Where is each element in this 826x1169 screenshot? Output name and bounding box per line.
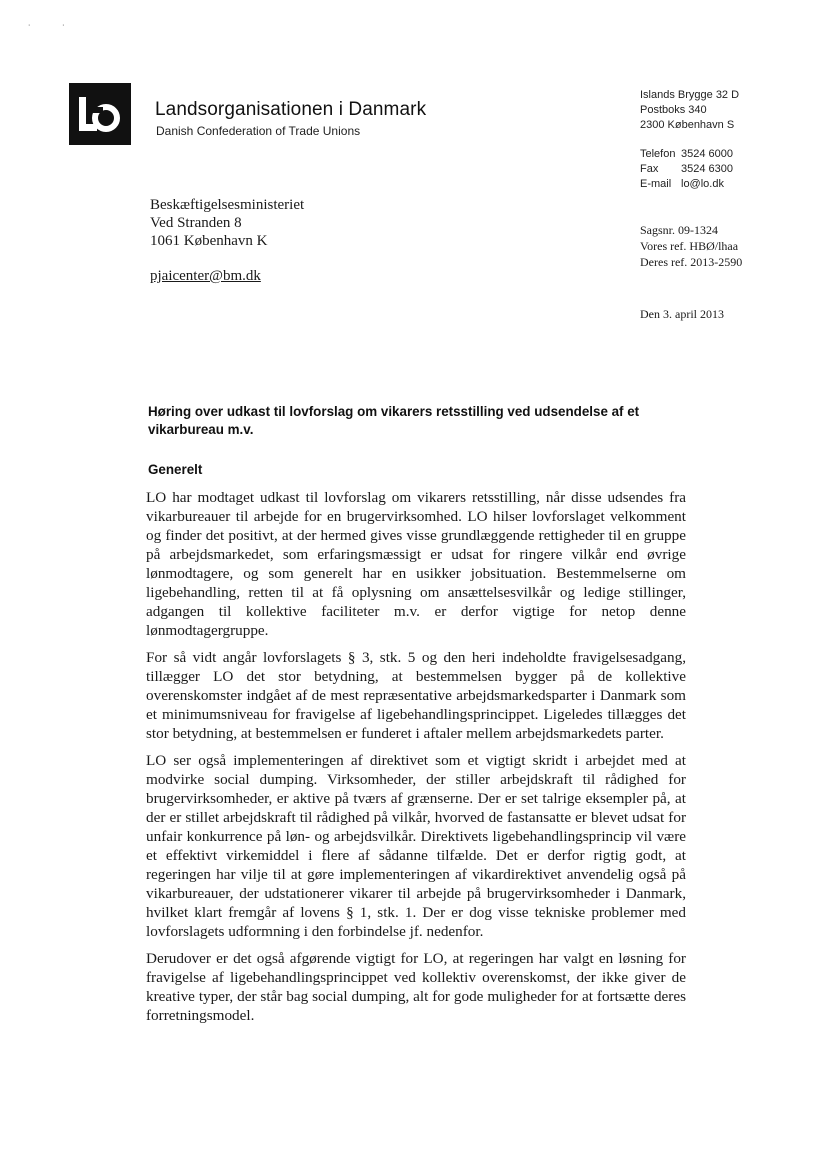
contact-row xyxy=(640,147,733,162)
scan-marks: ˙ ˙ xyxy=(28,24,80,35)
your-reference: Deres ref. 2013-2590 xyxy=(640,255,743,269)
recipient-line: Beskæftigelsesministeriet xyxy=(150,197,305,213)
letter-body xyxy=(146,488,686,1033)
recipient-line: Ved Stranden 8 xyxy=(150,215,242,231)
reference-block xyxy=(640,222,742,270)
recipient-email-link[interactable]: pjaicenter@bm.dk xyxy=(150,268,261,284)
address-line: Islands Brygge 32 D xyxy=(640,89,740,101)
sender-address xyxy=(640,88,739,133)
section-heading: Generelt xyxy=(148,462,203,477)
recipient-address xyxy=(150,196,304,250)
case-number: Sagsnr. 09-1324 xyxy=(640,223,718,237)
org-subtitle: Danish Confederation of Trade Unions xyxy=(156,124,361,138)
contact-label: Fax xyxy=(640,163,659,175)
letter-date: Den 3. april 2013 xyxy=(640,307,724,321)
contact-label: Telefon xyxy=(640,148,676,160)
body-paragraph: LO ser også implementeringen af direktivet som et vigtigt skridt i arbejdet med at modvirke social dumping. Virksomheder, der stiller arbejdskraft til rådighed for brugervirksomheder, er aktive på tværs af grænserne. Der er set talrige eksempler på, at der er stillet arbejdskraft til rådighed på vilkår, hvorved de fastansatte er blevet udsat for unfair konkurrence på løn- og arbejdsvilkår. Direktivets ligebehandlingsprincip vil være et effektivt virkemiddel i flere af sådanne tilfælde. Det er derfor rigtig godt, at regeringen har vilje til at gøre implementeringen af vikardirektivet anvendelig også på vikarbureauer, der udstationerer vikarer til arbejde på brugervirksomheder i Danmark, hvilket klart fremgår af lovens § 1, stk. 1. Der er dog visse tekniske problemer med lovforslagets udformning i den forbindelse jf. nedenfor. xyxy=(146,752,686,940)
lo-logo xyxy=(69,83,131,145)
body-paragraph: For så vidt angår lovforslagets § 3, stk. 5 og den heri indeholdte fravigelsesadgang, tillægger LO det stor betydning, at bestemmelsen bygger på de kollektive overenskomster indgået af de mest repræsentative arbejdsmarkedsparter i Danmark som et minimumsniveau for fravigelse af ligebehandlingsprincippet. Ligeledes tillægges det stor betydning, at bestemmelsen er funderet i aftaler mellem arbejdsmarkedets parter. xyxy=(146,649,686,742)
contact-row xyxy=(640,177,733,192)
body-paragraph: LO har modtaget udkast til lovforslag om vikarers retsstilling, når disse udsendes fra vikarbureauer til arbejde for en brugervirksomhed. LO hilser lovforslaget velkomment og finder det positivt, at der hermed gives visse grundlæggende rettigheder til en gruppe på arbejdsmarkedet, som erfaringsmæssigt er udsat for ringere vilkår end øvrige lønmodtagere, og som generelt har en usikker jobsituation. Bestemmelserne om ligebehandling, retten til at få oplysning om ansættelsesvilkår og ledige stillinger, adgangen til kollektive faciliteter m.v. er derfor vigtige for netop denne lønmodtagergruppe. xyxy=(146,489,686,639)
contact-row xyxy=(640,162,733,177)
org-name: Landsorganisationen i Danmark xyxy=(155,99,427,120)
address-line: 2300 København S xyxy=(640,119,735,131)
body-paragraph: Derudover er det også afgørende vigtigt for LO, at regeringen har valgt en løsning for fravigelse af ligebehandlingsprincippet ved kollektiv overenskomst, der ikke giver de kreative typer, der står bag social dumping, alt for gode muligheder for at fortsætte deres forretningsmodel. xyxy=(146,950,686,1024)
address-line: Postboks 340 xyxy=(640,104,707,116)
fax-value: 3524 6300 xyxy=(681,163,733,175)
recipient-line: 1061 København K xyxy=(150,233,268,249)
sender-contact xyxy=(640,147,733,192)
phone-value: 3524 6000 xyxy=(681,148,733,160)
email-value: lo@lo.dk xyxy=(681,178,724,190)
our-reference: Vores ref. HBØ/lhaa xyxy=(640,239,739,253)
contact-label: E-mail xyxy=(640,178,672,190)
letter-title: Høring over udkast til lovforslag om vikarers retsstilling ved udsendelse af et vikarbureau m.v. xyxy=(148,404,640,437)
